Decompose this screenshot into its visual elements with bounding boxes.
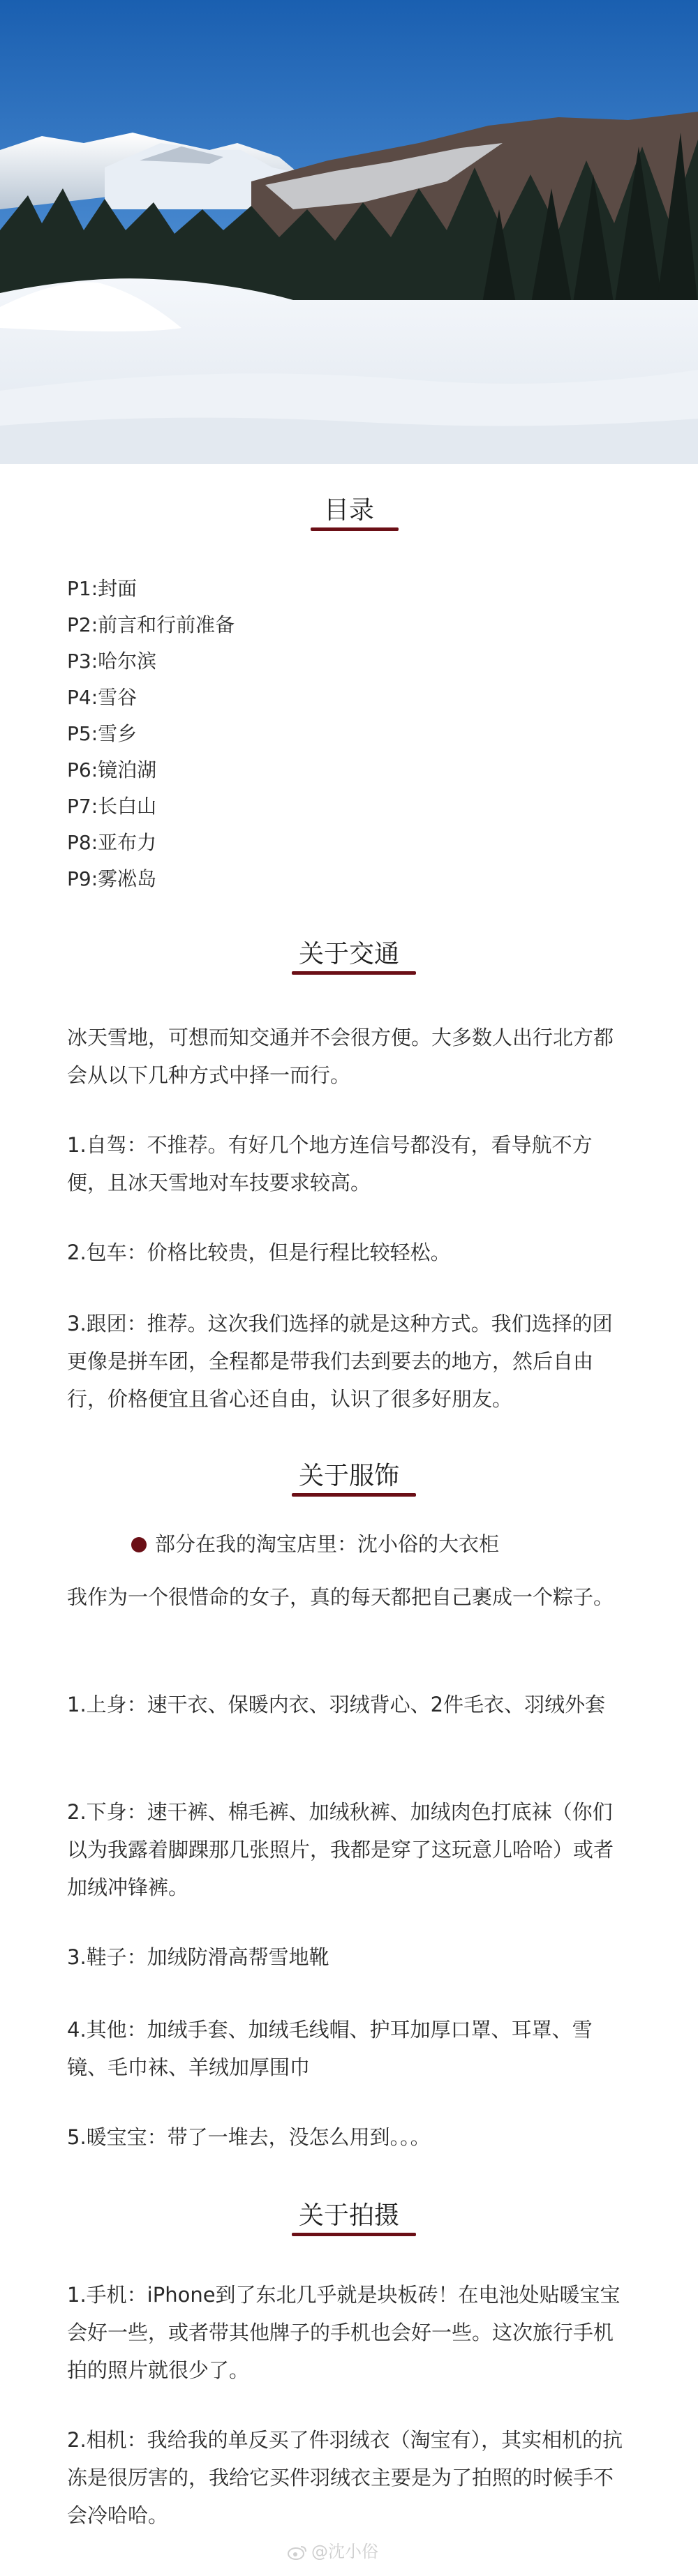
toc-item: P6:镜泊湖: [67, 758, 157, 781]
photo-camera: 2.相机：我给我的单反买了件羽绒衣（淘宝有），其实相机的抗冻是很厉害的，我给它买件羽绒衣主要是为了拍照的时候手不会冷哈哈。: [67, 2428, 623, 2527]
weibo-watermark: [288, 2540, 378, 2563]
toc-item: P3:哈尔滨: [67, 650, 157, 673]
clothing-title: 关于服饰: [298, 1462, 399, 1490]
toc-item: P4:雪谷: [67, 686, 138, 709]
toc-title: 目录: [323, 496, 374, 525]
clothing-upper: 1.上身：速干衣、保暖内衣、羽绒背心、2件毛衣、羽绒外套: [67, 1693, 606, 1716]
toc-item: P7:长白山: [67, 795, 157, 818]
transport-title-underline: [292, 971, 416, 975]
clothing-hand-warmers: 5.暖宝宝：带了一堆去，没怎么用到。。。: [67, 2125, 431, 2149]
transport-charter: 2.包车：价格比较贵，但是行程比较轻松。: [67, 1241, 451, 1264]
hero-image: [0, 0, 698, 464]
transport-tour-group: 3.跟团：推荐。这次我们选择的就是这种方式。我们选择的团更像是拼车团，全程都是带我们去到要去的地方，然后自由行，价格便宜且省心还自由，认识了很多好朋友。: [67, 1312, 613, 1411]
taobao-shop-note: [131, 1525, 499, 1563]
bullet-dot-icon: [131, 1537, 147, 1552]
toc-item: P9:雾凇岛: [67, 867, 157, 890]
watermark-text: @沈小俗: [311, 2542, 378, 2561]
photo-title: 关于拍摄: [298, 2201, 399, 2230]
clothing-lower: 2.下身：速干裤、棉毛裤、加绒秋裤、加绒肉色打底袜（你们以为我露着脚踝那几张照片，我都是穿了这玩意儿哈哈）或者加绒冲锋裤。: [67, 1800, 614, 1899]
toc-item: P8:亚布力: [67, 831, 157, 854]
toc-item: P1:封面: [67, 577, 138, 600]
toc-item: P5:雪乡: [67, 722, 138, 745]
toc-item: P2:前言和行前准备: [67, 613, 235, 636]
transport-title: 关于交通: [298, 940, 399, 968]
transport-self-drive: 1.自驾：不推荐。有好几个地方连信号都没有，看导航不方便，且冰天雪地对车技要求较高。: [67, 1133, 593, 1195]
clothing-intro: 我作为一个很惜命的女子，真的每天都把自己裹成一个粽子。: [67, 1585, 614, 1609]
photo-phone: 1.手机：iPhone到了东北几乎就是块板砖！在电池处贴暖宝宝会好一些，或者带其他牌子的手机也会好一些。这次旅行手机拍的照片就很少了。: [67, 2283, 621, 2382]
toc-title-underline: [311, 527, 399, 531]
clothing-shoes: 3.鞋子：加绒防滑高帮雪地靴: [67, 1945, 329, 1969]
transport-intro: 冰天雪地，可想而知交通并不会很方便。大多数人出行北方都会从以下几种方式中择一而行。: [67, 1026, 614, 1087]
weibo-logo-icon: [288, 2545, 307, 2560]
clothing-other: 4.其他：加绒手套、加绒毛线帽、护耳加厚口罩、耳罩、雪镜、毛巾袜、羊绒加厚围巾: [67, 2018, 593, 2079]
snow-landscape-illustration: [0, 0, 698, 464]
toc-list: [67, 571, 625, 897]
clothing-title-underline: [292, 1493, 416, 1497]
taobao-shop-note-text: 部分在我的淘宝店里：沈小俗的大衣柜: [155, 1532, 500, 1556]
photo-title-underline: [292, 2233, 416, 2236]
